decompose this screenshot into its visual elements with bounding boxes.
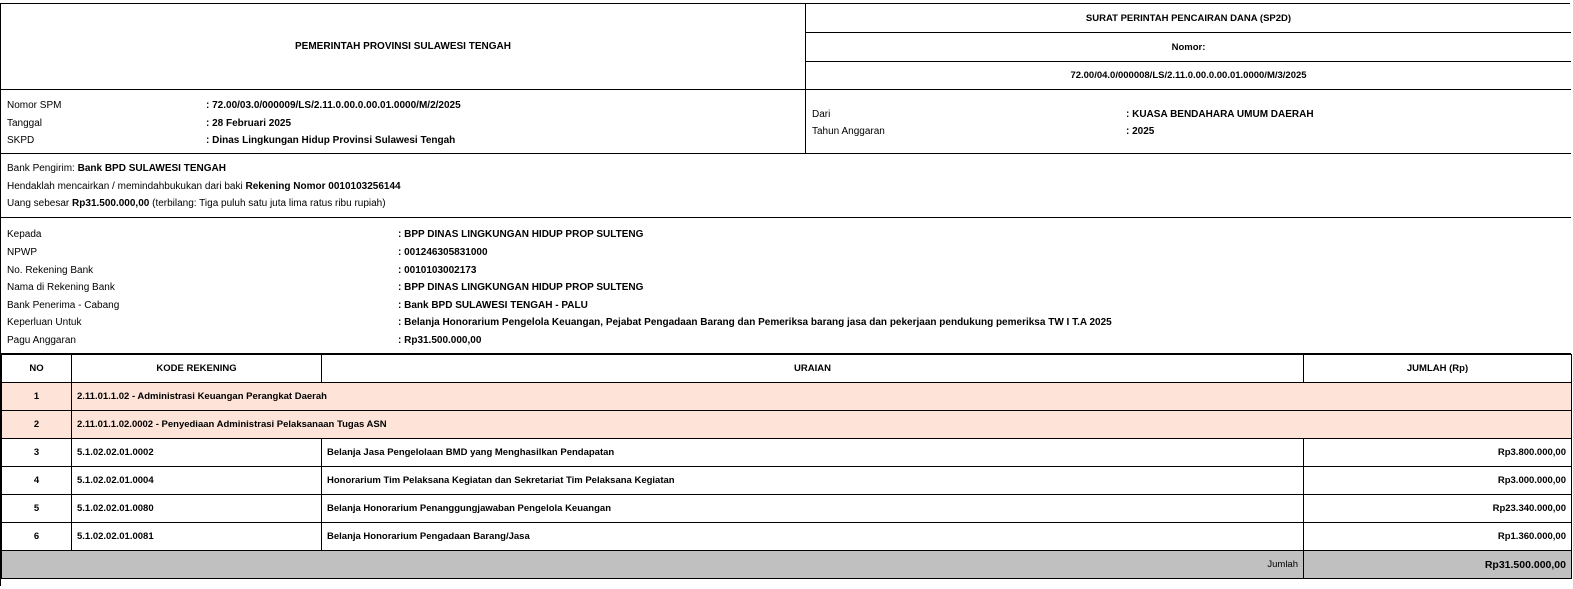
bank-penerima-label: Bank Penerima - Cabang: [7, 300, 120, 311]
table-row: [2, 495, 1572, 523]
government-title: PEMERINTAH PROVINSI SULAWESI TENGAH: [1, 4, 806, 89]
header-kode-rekening: KODE REKENING: [72, 355, 322, 383]
total-row: [2, 551, 1572, 579]
row-kode: 5.1.02.02.01.0081: [72, 523, 322, 551]
pagu-anggaran-label: Pagu Anggaran: [7, 335, 76, 346]
header-uraian: URAIAN: [322, 355, 1304, 383]
row-uraian: Belanja Honorarium Penanggungjawaban Pengelola Keuangan: [322, 495, 1304, 523]
row-no: 3: [2, 439, 72, 467]
group-text: 2.11.01.1.02.0002 - Penyediaan Administrasi Pelaksanaan Tugas ASN: [72, 411, 1572, 439]
row-kode: 5.1.02.02.01.0002: [72, 439, 322, 467]
skpd-value: : Dinas Lingkungan Hidup Provinsi Sulawesi Tengah: [206, 135, 456, 146]
nomor-spm-label: Nomor SPM: [7, 100, 62, 111]
row-jumlah: Rp1.360.000,00: [1304, 523, 1572, 551]
kepada-value: : BPP DINAS LINGKUNGAN HIDUP PROP SULTENG: [398, 229, 644, 240]
uang-value: Rp31.500.000,00: [72, 198, 150, 209]
row-uraian: Belanja Honorarium Pengadaan Barang/Jasa: [322, 523, 1304, 551]
sp2d-header: [806, 4, 1571, 89]
row-no: 2: [2, 411, 72, 439]
tahun-anggaran-label: Tahun Anggaran: [812, 126, 885, 137]
hendaklah-text: Hendaklah mencairkan / memindahbukukan dari baki: [7, 181, 243, 192]
sp2d-document: [0, 3, 1570, 586]
no-rekening-label: No. Rekening Bank: [7, 265, 94, 276]
rekening-label: Rekening Nomor: [245, 181, 326, 192]
rekening-line: [7, 180, 401, 194]
spm-section: [1, 90, 1571, 154]
tanggal-value: : 28 Februari 2025: [206, 118, 292, 129]
row-kode: 5.1.02.02.01.0004: [72, 467, 322, 495]
keperluan-value: : Belanja Honorarium Pengelola Keuangan, Pejabat Pengadaan Barang dan Pemeriksa barang jasa dan pekerjaan pendukung pemeriksa TW I T.A 2025: [398, 317, 1112, 328]
table-header-row: [2, 355, 1572, 383]
keperluan-label: Keperluan Untuk: [7, 317, 82, 328]
rekening-value: 0010103256144: [328, 181, 401, 192]
row-no: 1: [2, 383, 72, 411]
table-row: [2, 467, 1572, 495]
row-jumlah: Rp3.800.000,00: [1304, 439, 1572, 467]
document-header: [1, 4, 1571, 90]
penerima-section: [1, 218, 1571, 354]
tanggal-label: Tanggal: [7, 118, 43, 129]
skpd-label: SKPD: [7, 135, 35, 146]
uang-line: [7, 197, 386, 211]
table-row: [2, 523, 1572, 551]
dari-value: : KUASA BENDAHARA UMUM DAERAH: [1126, 109, 1314, 120]
no-rekening-value: : 0010103002173: [398, 265, 477, 276]
rekening-table: [1, 354, 1572, 579]
pagu-anggaran-value: : Rp31.500.000,00: [398, 335, 482, 346]
header-no: NO: [2, 355, 72, 383]
table-group-row: [2, 411, 1572, 439]
bank-section: [1, 154, 1571, 218]
tahun-anggaran-value: : 2025: [1126, 126, 1155, 137]
table-group-row: [2, 383, 1572, 411]
row-no: 5: [2, 495, 72, 523]
table-row: [2, 439, 1572, 467]
nama-rekening-label: Nama di Rekening Bank: [7, 282, 115, 293]
npwp-label: NPWP: [7, 247, 37, 258]
group-text: 2.11.01.1.02 - Administrasi Keuangan Perangkat Daerah: [72, 383, 1572, 411]
bank-pengirim: [7, 162, 226, 176]
nomor-label: Nomor:: [1171, 42, 1206, 53]
bank-pengirim-label: Bank Pengirim:: [7, 163, 75, 174]
total-value: Rp31.500.000,00: [1304, 551, 1572, 579]
uang-text: Uang sebesar: [7, 198, 70, 209]
row-no: 6: [2, 523, 72, 551]
terbilang-text: (terbilang: Tiga puluh satu juta lima ratus ribu rupiah): [152, 198, 386, 209]
row-no: 4: [2, 467, 72, 495]
row-uraian: Honorarium Tim Pelaksana Kegiatan dan Sekretariat Tim Pelaksana Kegiatan: [322, 467, 1304, 495]
total-label: Jumlah: [2, 551, 1304, 579]
bank-pengirim-value: Bank BPD SULAWESI TENGAH: [77, 163, 226, 174]
bank-penerima-value: : Bank BPD SULAWESI TENGAH - PALU: [398, 300, 588, 311]
dari-label: Dari: [812, 109, 831, 120]
row-jumlah: Rp3.000.000,00: [1304, 467, 1572, 495]
row-jumlah: Rp23.340.000,00: [1304, 495, 1572, 523]
header-jumlah: JUMLAH (Rp): [1304, 355, 1572, 383]
row-kode: 5.1.02.02.01.0080: [72, 495, 322, 523]
spm-info: [1, 90, 806, 153]
sp2d-title: SURAT PERINTAH PENCAIRAN DANA (SP2D): [1085, 13, 1292, 24]
row-uraian: Belanja Jasa Pengelolaan BMD yang Menghasilkan Pendapatan: [322, 439, 1304, 467]
nomor-spm-value: : 72.00/03.0/000009/LS/2.11.0.00.0.00.01.0000/M/2/2025: [206, 100, 461, 111]
kepada-label: Kepada: [7, 229, 42, 240]
npwp-value: : 001246305831000: [398, 247, 488, 258]
nomor-value: 72.00/04.0/000008/LS/2.11.0.00.0.00.01.0000/M/3/2025: [1070, 70, 1307, 81]
nama-rekening-value: : BPP DINAS LINGKUNGAN HIDUP PROP SULTENG: [398, 282, 644, 293]
